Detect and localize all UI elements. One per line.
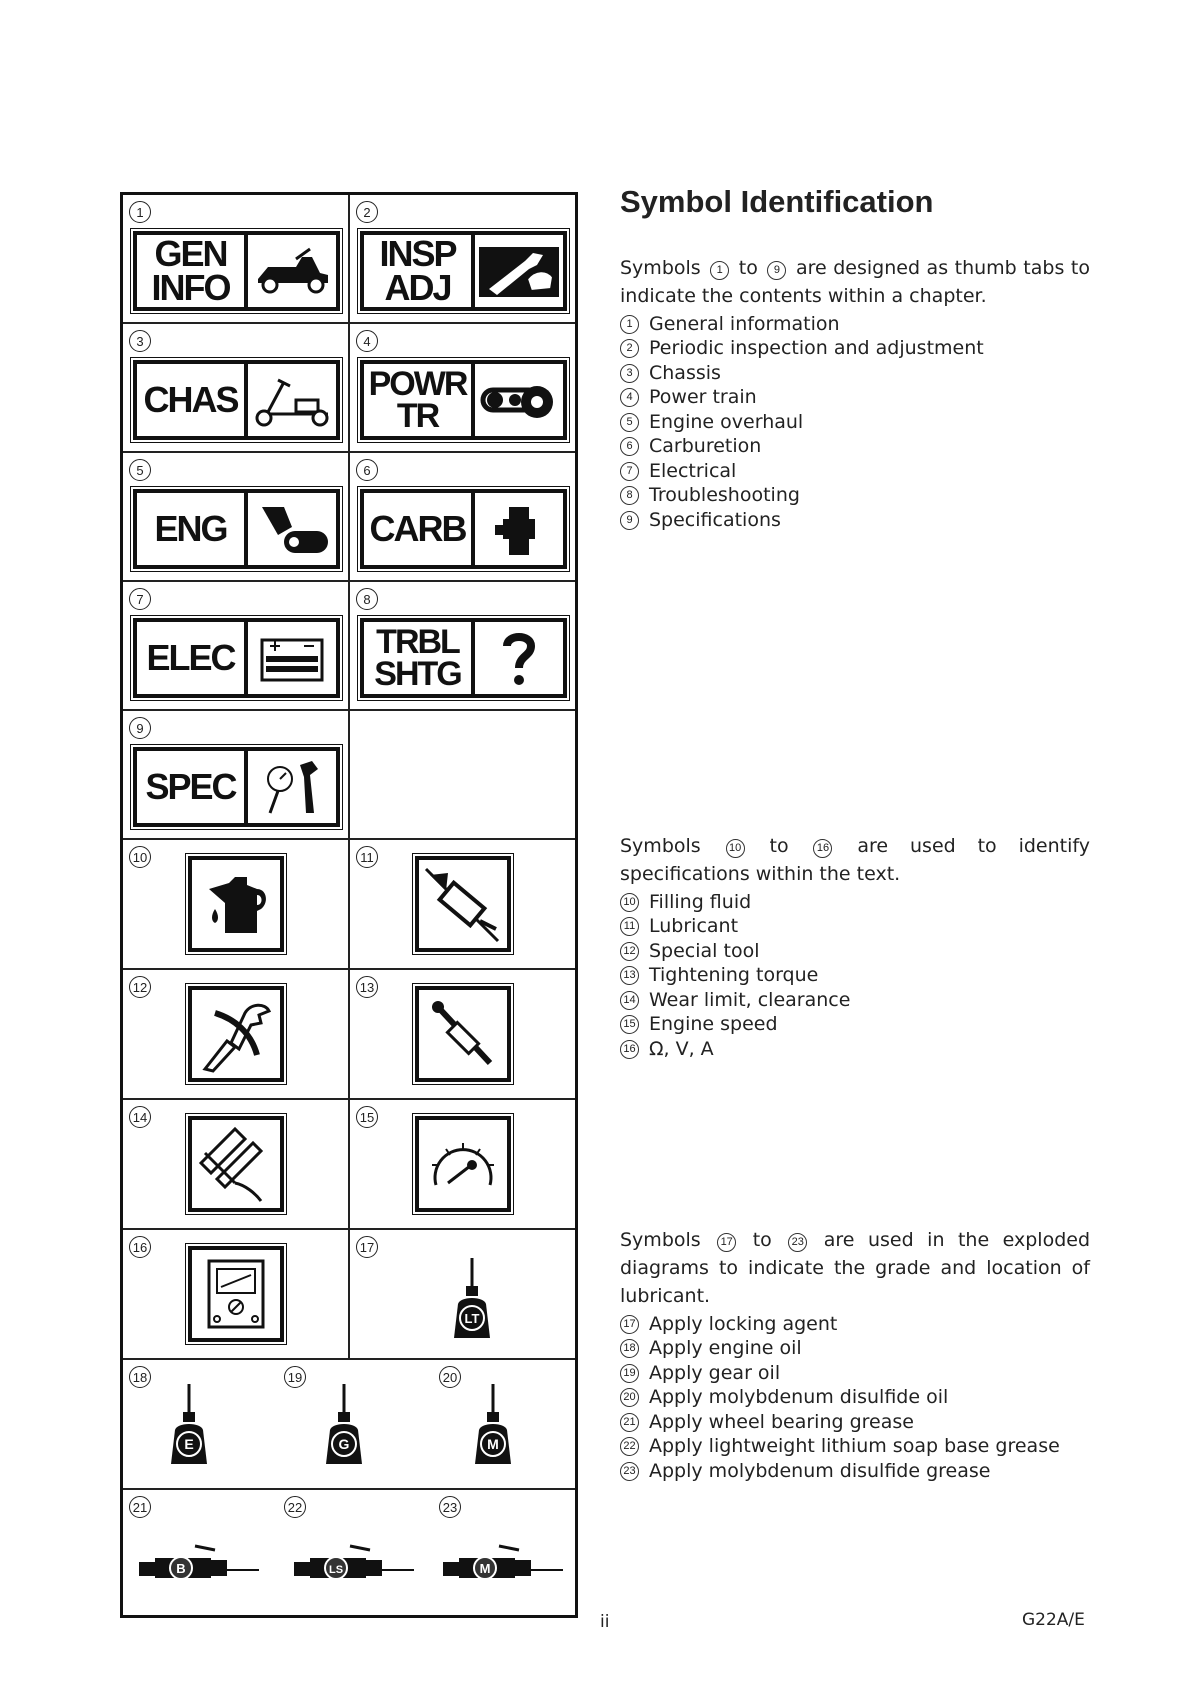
item-number: 13 bbox=[620, 966, 639, 985]
item-text: Periodic inspection and adjustment bbox=[649, 337, 984, 360]
page-title: Symbol Identification bbox=[620, 184, 934, 219]
symbol-number: 8 bbox=[356, 588, 378, 610]
thumb-tab-gen-info bbox=[133, 231, 340, 311]
oiler-cell-molybdenum-oil bbox=[433, 1360, 575, 1488]
section-thumb-tabs bbox=[620, 254, 1090, 533]
item-number: 15 bbox=[620, 1015, 639, 1034]
thumb-tab-powr-tr bbox=[360, 360, 567, 440]
item-text: Carburetion bbox=[649, 435, 762, 458]
question-mark-icon bbox=[475, 622, 563, 694]
inline-number: 1 bbox=[710, 261, 729, 280]
list-item bbox=[620, 410, 1090, 435]
section-specifications bbox=[620, 832, 1090, 1062]
icon-cell-tightening-torque bbox=[348, 970, 575, 1098]
list-item bbox=[620, 1435, 1090, 1460]
tab-label: INFO bbox=[151, 267, 230, 308]
icon-row bbox=[123, 1100, 575, 1230]
item-number: 3 bbox=[620, 364, 639, 383]
torque-wrench-icon bbox=[415, 986, 511, 1082]
item-text: Engine speed bbox=[649, 1013, 778, 1036]
symbol-number: 20 bbox=[439, 1366, 461, 1388]
tab-cell-spec bbox=[123, 711, 348, 838]
intro-text: are designed as thumb tabs to indicate the contents within a chapter. bbox=[620, 257, 1090, 307]
inline-number: 23 bbox=[788, 1233, 807, 1252]
piston-icon bbox=[248, 493, 336, 565]
item-text: Apply engine oil bbox=[649, 1337, 802, 1360]
tab-label: CARB bbox=[369, 507, 466, 549]
thumb-tab-insp-adj bbox=[360, 231, 567, 311]
grease-gun-icon bbox=[415, 856, 511, 952]
list-item bbox=[620, 337, 1090, 362]
symbol-number: 23 bbox=[439, 1496, 461, 1518]
list-item bbox=[620, 1037, 1090, 1062]
inline-number: 9 bbox=[767, 261, 786, 280]
intro-text: are used to identify specifications within the text. bbox=[620, 835, 1090, 885]
tab-cell-gen-info bbox=[123, 195, 348, 322]
oiler-g-icon bbox=[318, 1380, 370, 1470]
tab-cell-chas bbox=[123, 324, 348, 451]
list-item bbox=[620, 939, 1090, 964]
symbol-number: 1 bbox=[129, 201, 151, 223]
symbol-number: 13 bbox=[356, 976, 378, 998]
list-item bbox=[620, 459, 1090, 484]
intro-text: to bbox=[769, 835, 789, 857]
icon-cell-filling-fluid bbox=[123, 840, 348, 968]
symbol-number: 19 bbox=[284, 1366, 306, 1388]
tab-label: SHTG bbox=[374, 655, 461, 693]
item-number: 23 bbox=[620, 1462, 639, 1481]
tab-cell-eng bbox=[123, 453, 348, 580]
special-tool-icon bbox=[188, 986, 284, 1082]
tab-label: POWR bbox=[368, 364, 467, 403]
item-text: Engine overhaul bbox=[649, 410, 804, 433]
section-lubricants bbox=[620, 1226, 1090, 1484]
item-number: 21 bbox=[620, 1413, 639, 1432]
oiler-cell-gear-oil bbox=[278, 1360, 433, 1488]
symbol-number: 7 bbox=[129, 588, 151, 610]
thumb-tab-eng bbox=[133, 489, 340, 569]
tab-row bbox=[123, 453, 575, 582]
oiler-lt-icon bbox=[446, 1254, 498, 1344]
symbol-number: 10 bbox=[129, 846, 151, 868]
item-number: 6 bbox=[620, 437, 639, 456]
item-number: 14 bbox=[620, 991, 639, 1010]
symbol-number: 9 bbox=[129, 717, 151, 739]
list-item bbox=[620, 361, 1090, 386]
icon-cell-ohm-volt-amp bbox=[123, 1230, 348, 1358]
symbol-number: 15 bbox=[356, 1106, 378, 1128]
item-text: Wear limit, clearance bbox=[649, 988, 851, 1011]
item-text: Troubleshooting bbox=[649, 484, 800, 507]
list-item bbox=[620, 1361, 1090, 1386]
item-text: Filling fluid bbox=[649, 890, 752, 913]
thumb-tab-carb bbox=[360, 489, 567, 569]
caliper-icon bbox=[188, 1116, 284, 1212]
item-number: 20 bbox=[620, 1388, 639, 1407]
item-text: Apply gear oil bbox=[649, 1361, 781, 1384]
tab-label: TR bbox=[396, 397, 439, 435]
symbol-number: 4 bbox=[356, 330, 378, 352]
tab-cell-insp-adj bbox=[348, 195, 575, 322]
list-item bbox=[620, 1337, 1090, 1362]
list-item bbox=[620, 1459, 1090, 1484]
inline-number: 10 bbox=[726, 839, 745, 858]
item-text: Apply lightweight lithium soap base grease bbox=[649, 1435, 1060, 1458]
item-number: 11 bbox=[620, 917, 639, 936]
intro-text: are used in the exploded diagrams to indicate the grade and location of lubricant. bbox=[620, 1229, 1091, 1307]
page-number: ii bbox=[600, 1612, 610, 1632]
list-item bbox=[620, 1410, 1090, 1435]
symbol-number: 6 bbox=[356, 459, 378, 481]
item-number: 22 bbox=[620, 1437, 639, 1456]
icon-cell-lubricant bbox=[348, 840, 575, 968]
list-item bbox=[620, 1312, 1090, 1337]
item-number: 5 bbox=[620, 413, 639, 432]
tab-label: GEN bbox=[154, 232, 227, 274]
item-number: 4 bbox=[620, 388, 639, 407]
symbol-number: 5 bbox=[129, 459, 151, 481]
list-item bbox=[620, 988, 1090, 1013]
grease-gun-ls-icon bbox=[290, 1536, 420, 1586]
grease-cell-lithium-soap bbox=[278, 1490, 433, 1615]
tab-label: INSP bbox=[379, 232, 456, 274]
item-text: Electrical bbox=[649, 459, 737, 482]
symbol-number: 16 bbox=[129, 1236, 151, 1258]
tab-cell-trbl-shtg bbox=[348, 582, 575, 709]
tab-row bbox=[123, 195, 575, 324]
section-intro bbox=[620, 1226, 1090, 1310]
oiler-letter: E bbox=[184, 1436, 194, 1452]
list-item bbox=[620, 484, 1090, 509]
tachometer-icon bbox=[415, 1116, 511, 1212]
grease-letter: LS bbox=[328, 1564, 344, 1576]
symbol-number: 22 bbox=[284, 1496, 306, 1518]
list-item bbox=[620, 1013, 1090, 1038]
tab-label: CHAS bbox=[143, 378, 238, 420]
item-text: Specifications bbox=[649, 508, 781, 531]
item-number: 2 bbox=[620, 339, 639, 358]
list-item bbox=[620, 964, 1090, 989]
intro-text: to bbox=[738, 257, 758, 279]
empty-cell bbox=[348, 711, 575, 838]
item-number: 9 bbox=[620, 511, 639, 530]
item-number: 18 bbox=[620, 1339, 639, 1358]
list-item bbox=[620, 435, 1090, 460]
intro-text: Symbols bbox=[620, 1229, 701, 1251]
tab-label: ADJ bbox=[384, 267, 451, 308]
tab-cell-powr-tr bbox=[348, 324, 575, 451]
carburetor-icon bbox=[475, 493, 563, 565]
multimeter-icon bbox=[188, 1246, 284, 1342]
section-intro bbox=[620, 254, 1090, 310]
oiler-row bbox=[123, 1360, 575, 1490]
tab-row bbox=[123, 324, 575, 453]
symbol-number: 18 bbox=[129, 1366, 151, 1388]
symbol-number: 14 bbox=[129, 1106, 151, 1128]
intro-text: to bbox=[752, 1229, 772, 1251]
tab-cell-elec bbox=[123, 582, 348, 709]
oiler-letter: G bbox=[338, 1436, 350, 1452]
oil-can-icon bbox=[188, 856, 284, 952]
list-item bbox=[620, 312, 1090, 337]
symbol-number: 3 bbox=[129, 330, 151, 352]
symbol-number: 12 bbox=[129, 976, 151, 998]
item-number: 7 bbox=[620, 462, 639, 481]
list-item bbox=[620, 915, 1090, 940]
oiler-letter: LT bbox=[464, 1311, 480, 1326]
list-item bbox=[620, 386, 1090, 411]
grease-letter: M bbox=[479, 1561, 491, 1576]
wrench-hand-icon bbox=[475, 235, 563, 307]
tab-label: ELEC bbox=[146, 636, 235, 678]
item-text: Chassis bbox=[649, 361, 721, 384]
thumb-tab-spec bbox=[133, 747, 340, 827]
list-item bbox=[620, 508, 1090, 533]
document-code: G22A/E bbox=[1022, 1610, 1085, 1630]
icon-row bbox=[123, 970, 575, 1100]
tab-row bbox=[123, 582, 575, 711]
thumb-tab-chas bbox=[133, 360, 340, 440]
inline-number: 17 bbox=[717, 1233, 736, 1252]
intro-text: Symbols bbox=[620, 835, 701, 857]
gauge-caliper-icon bbox=[248, 751, 336, 823]
grease-cell-molybdenum-grease bbox=[433, 1490, 575, 1615]
symbol-grid bbox=[120, 192, 578, 1618]
symbol-number: 2 bbox=[356, 201, 378, 223]
oiler-m-icon bbox=[467, 1380, 519, 1470]
icon-cell-special-tool bbox=[123, 970, 348, 1098]
oiler-letter: M bbox=[487, 1436, 499, 1452]
list-item bbox=[620, 890, 1090, 915]
item-text: Apply wheel bearing grease bbox=[649, 1410, 914, 1433]
inline-number: 16 bbox=[813, 839, 832, 858]
grease-gun-b-icon bbox=[135, 1536, 265, 1586]
item-number: 16 bbox=[620, 1040, 639, 1059]
item-text: Power train bbox=[649, 386, 757, 409]
grease-row bbox=[123, 1490, 575, 1615]
intro-text: Symbols bbox=[620, 257, 701, 279]
oiler-e-icon bbox=[163, 1380, 215, 1470]
gears-chain-icon bbox=[475, 364, 563, 436]
symbol-number: 21 bbox=[129, 1496, 151, 1518]
item-number: 10 bbox=[620, 893, 639, 912]
item-text: Apply locking agent bbox=[649, 1312, 838, 1335]
icon-cell-engine-speed bbox=[348, 1100, 575, 1228]
battery-icon bbox=[248, 622, 336, 694]
item-text: General information bbox=[649, 312, 840, 335]
icon-cell-locking-agent bbox=[348, 1230, 575, 1358]
grease-cell-wheel-bearing bbox=[123, 1490, 278, 1615]
item-number: 17 bbox=[620, 1315, 639, 1334]
tab-cell-carb bbox=[348, 453, 575, 580]
icon-cell-wear-limit bbox=[123, 1100, 348, 1228]
item-text: Special tool bbox=[649, 939, 760, 962]
symbol-number: 17 bbox=[356, 1236, 378, 1258]
grease-gun-m-icon bbox=[439, 1536, 569, 1586]
thumb-tab-elec bbox=[133, 618, 340, 698]
item-text: Apply molybdenum disulfide oil bbox=[649, 1386, 949, 1409]
oiler-cell-engine-oil bbox=[123, 1360, 278, 1488]
golf-car-icon bbox=[248, 235, 336, 307]
icon-row bbox=[123, 1230, 575, 1360]
item-number: 1 bbox=[620, 315, 639, 334]
tab-label: SPEC bbox=[145, 765, 236, 807]
item-number: 19 bbox=[620, 1364, 639, 1383]
item-number: 12 bbox=[620, 942, 639, 961]
symbol-number: 11 bbox=[356, 846, 378, 868]
item-text: Ω, V, A bbox=[649, 1037, 714, 1060]
item-number: 8 bbox=[620, 486, 639, 505]
item-text: Lubricant bbox=[649, 915, 739, 938]
section-intro bbox=[620, 832, 1090, 888]
tab-row bbox=[123, 711, 575, 840]
list-item bbox=[620, 1386, 1090, 1411]
grease-letter: B bbox=[176, 1561, 186, 1576]
icon-row bbox=[123, 840, 575, 970]
item-text: Tightening torque bbox=[649, 964, 819, 987]
tab-label: TRBL bbox=[376, 622, 459, 661]
chassis-icon bbox=[248, 364, 336, 436]
tab-label: ENG bbox=[154, 507, 227, 549]
item-text: Apply molybdenum disulfide grease bbox=[649, 1459, 991, 1482]
thumb-tab-trbl-shtg bbox=[360, 618, 567, 698]
